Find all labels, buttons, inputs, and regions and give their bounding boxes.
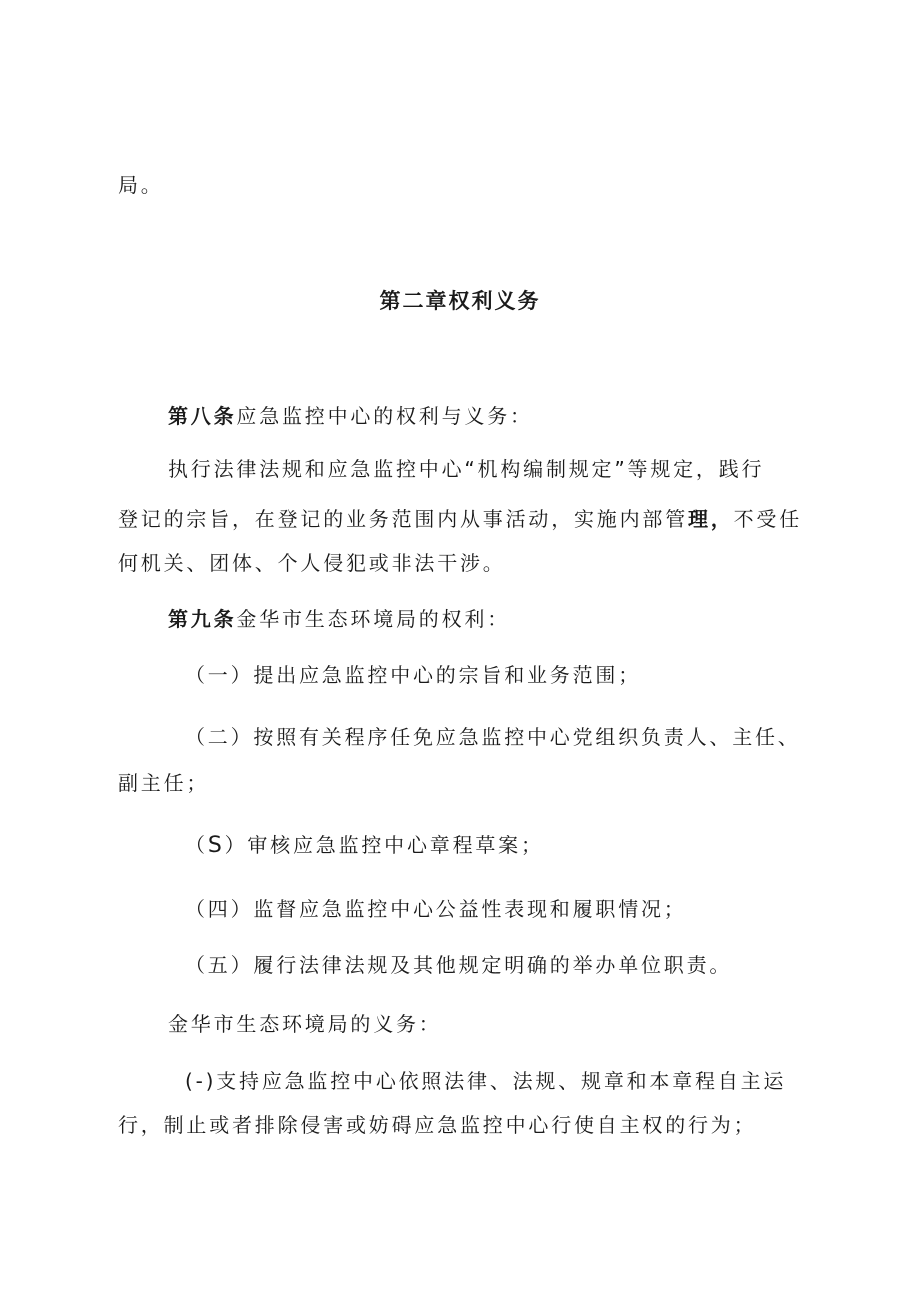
obligations-item-1-line-2: 行，制止或者排除侵害或妨碍应急监控中心行使自主权的行为； <box>118 1113 757 1137</box>
rights-item-3-open: （ <box>185 833 208 857</box>
article-9-heading <box>168 605 510 633</box>
paragraph-line: 执行法律法规和应急监控中心“机构编制规定”等规定，践行 <box>168 457 765 481</box>
rights-item-1: （一）提出应急监控中心的宗旨和业务范围； <box>185 663 641 687</box>
article-8-heading <box>168 402 533 430</box>
paragraph-text: 不受任 <box>733 507 803 531</box>
rights-item-2-line-1: （二）按照有关程序任免应急监控中心党组织负责人、主任、 <box>185 725 801 749</box>
paragraph-line: 何机关、团体、个人侵犯或非法干涉。 <box>118 551 506 575</box>
rights-item-3-text: ）审核应急监控中心章程草案； <box>224 833 544 857</box>
paragraph-line <box>118 505 802 533</box>
rights-item-2-line-2: 副主任； <box>118 771 210 795</box>
rights-item-5: （五）履行法律法规及其他规定明确的举办单位职责。 <box>185 953 733 977</box>
article-9-text: 金华市生态环境局的权利： <box>236 607 511 631</box>
article-9-label: 第九条 <box>168 607 237 631</box>
paragraph-text: 登记的宗旨，在登记的业务范围内从事活动，实施内部管 <box>118 507 688 531</box>
rights-item-4: （四）监督应急监控中心公益性表现和履职情况； <box>185 897 687 921</box>
obligations-heading: 金华市生态环境局的义务： <box>168 1012 442 1036</box>
rights-item-3 <box>185 831 544 860</box>
continued-text-fragment: 局。 <box>118 173 164 197</box>
obligations-item-1-line-1: (-)支持应急监控中心依照法律、法规、规章和本章程自主运 <box>185 1069 787 1093</box>
rights-item-3-marker: S <box>207 833 225 858</box>
article-8-label: 第八条 <box>168 404 237 428</box>
chapter-title: 第二章权利义务 <box>379 289 541 313</box>
paragraph-bold-text: 理， <box>688 507 734 531</box>
article-8-text: 应急监控中心的权利与义务： <box>236 404 533 428</box>
